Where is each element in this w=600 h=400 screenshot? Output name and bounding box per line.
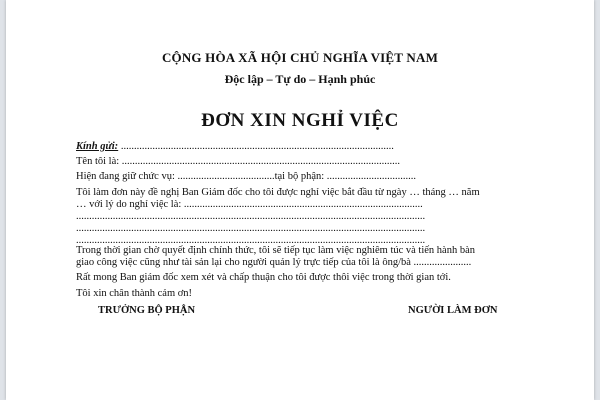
signature-department-head: TRƯỞNG BỘ PHẬN (98, 305, 196, 316)
handover-line-2: giao công việc cũng như tài sản lại cho người quản lý trực tiếp của tôi là ông/bà ...................... (76, 257, 472, 268)
request-approval-line: Rất mong Ban giám đốc xem xét và chấp thuận cho tôi được thôi việc trong thời gian tới. (76, 272, 451, 283)
recipient-label: Kính gửi: (76, 141, 119, 152)
blank-line-3: ..................................................................................................................................... (76, 235, 426, 246)
position-line: Hiện đang giữ chức vụ: .....................................tại bộ phận: .................................. (76, 171, 417, 182)
document-page (6, 0, 594, 400)
recipient-blank: ........................................................................................................ (118, 141, 394, 152)
blank-line-2: ..................................................................................................................................... (76, 223, 426, 234)
blank-line-1: ..................................................................................................................................... (76, 211, 426, 222)
request-line: Tôi làm đơn này đề nghị Ban Giám đốc cho tôi được nghỉ việc bắt đầu từ ngày … tháng … năm (76, 187, 480, 198)
recipient-line (76, 141, 394, 153)
national-title: CỘNG HÒA XÃ HỘI CHỦ NGHĨA VIỆT NAM (161, 50, 439, 65)
signature-applicant: NGƯỜI LÀM ĐƠN (408, 305, 498, 316)
document-title: ĐƠN XIN NGHỈ VIỆC (201, 110, 399, 131)
handover-line-1: Trong thời gian chờ quyết định chính thức, tôi sẽ tiếp tục làm việc nghiêm túc và tiến hành bàn (76, 245, 475, 256)
motto: Độc lập – Tự do – Hạnh phúc (224, 72, 376, 86)
reason-line: … với lý do nghỉ việc là: ........................................................................................... (76, 199, 423, 210)
name-line: Tên tôi là: .......................................................................................................... (76, 156, 401, 167)
thanks-line: Tôi xin chân thành cảm ơn! (76, 288, 193, 299)
